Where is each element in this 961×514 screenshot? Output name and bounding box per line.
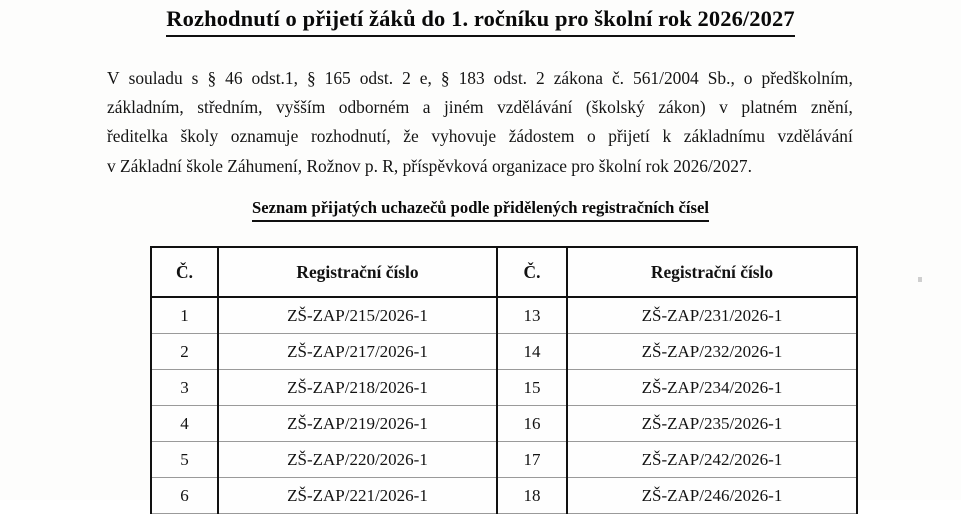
intro-paragraph xyxy=(107,64,853,181)
table-row xyxy=(151,297,857,334)
cell-regnum-right: ZŠ-ZAP/232/2026-1 xyxy=(567,334,857,370)
cell-regnum-left: ZŠ-ZAP/219/2026-1 xyxy=(218,406,497,442)
paragraph-line-3 xyxy=(107,122,853,151)
paragraph-word: s xyxy=(191,68,199,88)
table-row xyxy=(151,370,857,406)
paragraph-word: § xyxy=(207,68,217,88)
cell-number-right: 17 xyxy=(497,442,567,478)
cell-number-right: 18 xyxy=(497,478,567,514)
paragraph-word: školy xyxy=(180,126,219,147)
paragraph-line-1 xyxy=(107,64,853,93)
paragraph-word: v xyxy=(719,97,728,118)
paragraph-word: žádostem xyxy=(508,126,575,147)
header-cell-regnum-left: Registrační číslo xyxy=(218,247,497,297)
header-cell-number-right: Č. xyxy=(497,247,567,297)
paragraph-word: (školský xyxy=(585,97,645,118)
paragraph-word: V xyxy=(107,68,120,88)
paragraph-word: rozhodnutí, xyxy=(310,126,391,147)
paragraph-word: zákona xyxy=(553,68,603,88)
cell-regnum-right: ZŠ-ZAP/242/2026-1 xyxy=(567,442,857,478)
list-subheading-text: Seznam přijatých uchazečů podle přidělených registračních čísel xyxy=(252,198,709,222)
cell-regnum-left: ZŠ-ZAP/221/2026-1 xyxy=(218,478,497,514)
paragraph-word: souladu xyxy=(128,68,183,88)
table-row xyxy=(151,442,857,478)
paragraph-word: předškolním, xyxy=(761,68,853,88)
cell-regnum-right: ZŠ-ZAP/246/2026-1 xyxy=(567,478,857,514)
registration-table xyxy=(150,246,858,514)
cell-number-left: 1 xyxy=(151,297,218,334)
header-cell-number-left: Č. xyxy=(151,247,218,297)
cell-regnum-left: ZŠ-ZAP/220/2026-1 xyxy=(218,442,497,478)
paragraph-word: 183 xyxy=(458,68,485,88)
cell-number-left: 4 xyxy=(151,406,218,442)
cell-regnum-right: ZŠ-ZAP/234/2026-1 xyxy=(567,370,857,406)
paragraph-word: o xyxy=(586,126,596,147)
header-cell-regnum-right: Registrační číslo xyxy=(567,247,857,297)
paragraph-word: a xyxy=(422,97,431,118)
table-row xyxy=(151,478,857,514)
list-subheading xyxy=(0,198,961,222)
cell-number-left: 6 xyxy=(151,478,218,514)
paragraph-word: zákon) xyxy=(658,97,706,118)
cell-number-right: 15 xyxy=(497,370,567,406)
document-title xyxy=(0,6,961,37)
paragraph-word: vyšším xyxy=(275,97,326,118)
paragraph-word: k xyxy=(662,126,672,147)
paragraph-word: e, xyxy=(419,68,432,88)
paragraph-line-4: v Základní škole Záhumení, Rožnov p. R, příspěvková organizace pro školní rok 2026/2027. xyxy=(107,155,752,176)
paragraph-word: o xyxy=(743,68,753,88)
cell-number-left: 2 xyxy=(151,334,218,370)
paragraph-word: 2 xyxy=(536,68,545,88)
cell-regnum-right: ZŠ-ZAP/231/2026-1 xyxy=(567,297,857,334)
cell-number-left: 5 xyxy=(151,442,218,478)
table-row xyxy=(151,334,857,370)
paragraph-word: znění, xyxy=(810,97,853,118)
paragraph-word: odst. xyxy=(493,68,527,88)
paragraph-word: jiném xyxy=(443,97,484,118)
paragraph-word: odst. xyxy=(359,68,394,88)
paragraph-line-2 xyxy=(107,93,853,122)
paragraph-word: základním, xyxy=(107,97,184,118)
paragraph-word: § xyxy=(440,68,450,88)
document-title-text: Rozhodnutí o přijetí žáků do 1. ročníku pro školní rok 2026/2027 xyxy=(166,6,794,37)
paragraph-word: vyhovuje xyxy=(431,126,497,147)
cell-regnum-left: ZŠ-ZAP/215/2026-1 xyxy=(218,297,497,334)
paragraph-word: středním, xyxy=(197,97,263,118)
cell-number-right: 14 xyxy=(497,334,567,370)
paragraph-word: vzdělávání xyxy=(777,126,853,147)
paragraph-word: § xyxy=(306,68,316,88)
registration-table-wrapper xyxy=(150,246,848,514)
paragraph-word: že xyxy=(403,126,419,147)
table-body xyxy=(151,297,857,514)
paragraph-word: oznamuje xyxy=(230,126,299,147)
paragraph-word: vzdělávání xyxy=(497,97,573,118)
paragraph-word: 165 xyxy=(324,68,351,88)
paragraph-word: 561/2004 xyxy=(633,68,699,88)
cell-regnum-left: ZŠ-ZAP/218/2026-1 xyxy=(218,370,497,406)
table-header-row xyxy=(151,247,857,297)
paragraph-word: odborném xyxy=(338,97,410,118)
paragraph-word: ředitelka xyxy=(107,126,168,147)
cell-number-right: 13 xyxy=(497,297,567,334)
cell-number-right: 16 xyxy=(497,406,567,442)
cell-regnum-left: ZŠ-ZAP/217/2026-1 xyxy=(218,334,497,370)
paragraph-word: odst.1, xyxy=(251,68,298,88)
paragraph-word: platném xyxy=(741,97,798,118)
cell-regnum-right: ZŠ-ZAP/235/2026-1 xyxy=(567,406,857,442)
scan-artifact-speck xyxy=(918,277,922,282)
paragraph-word: č. xyxy=(611,68,625,88)
cell-number-left: 3 xyxy=(151,370,218,406)
table-row xyxy=(151,406,857,442)
paragraph-word: 2 xyxy=(402,68,411,88)
paragraph-word: základnímu xyxy=(683,126,765,147)
paragraph-word: přijetí xyxy=(608,126,650,147)
table-header xyxy=(151,247,857,297)
paragraph-word: Sb., xyxy=(707,68,735,88)
paragraph-word: 46 xyxy=(225,68,243,88)
